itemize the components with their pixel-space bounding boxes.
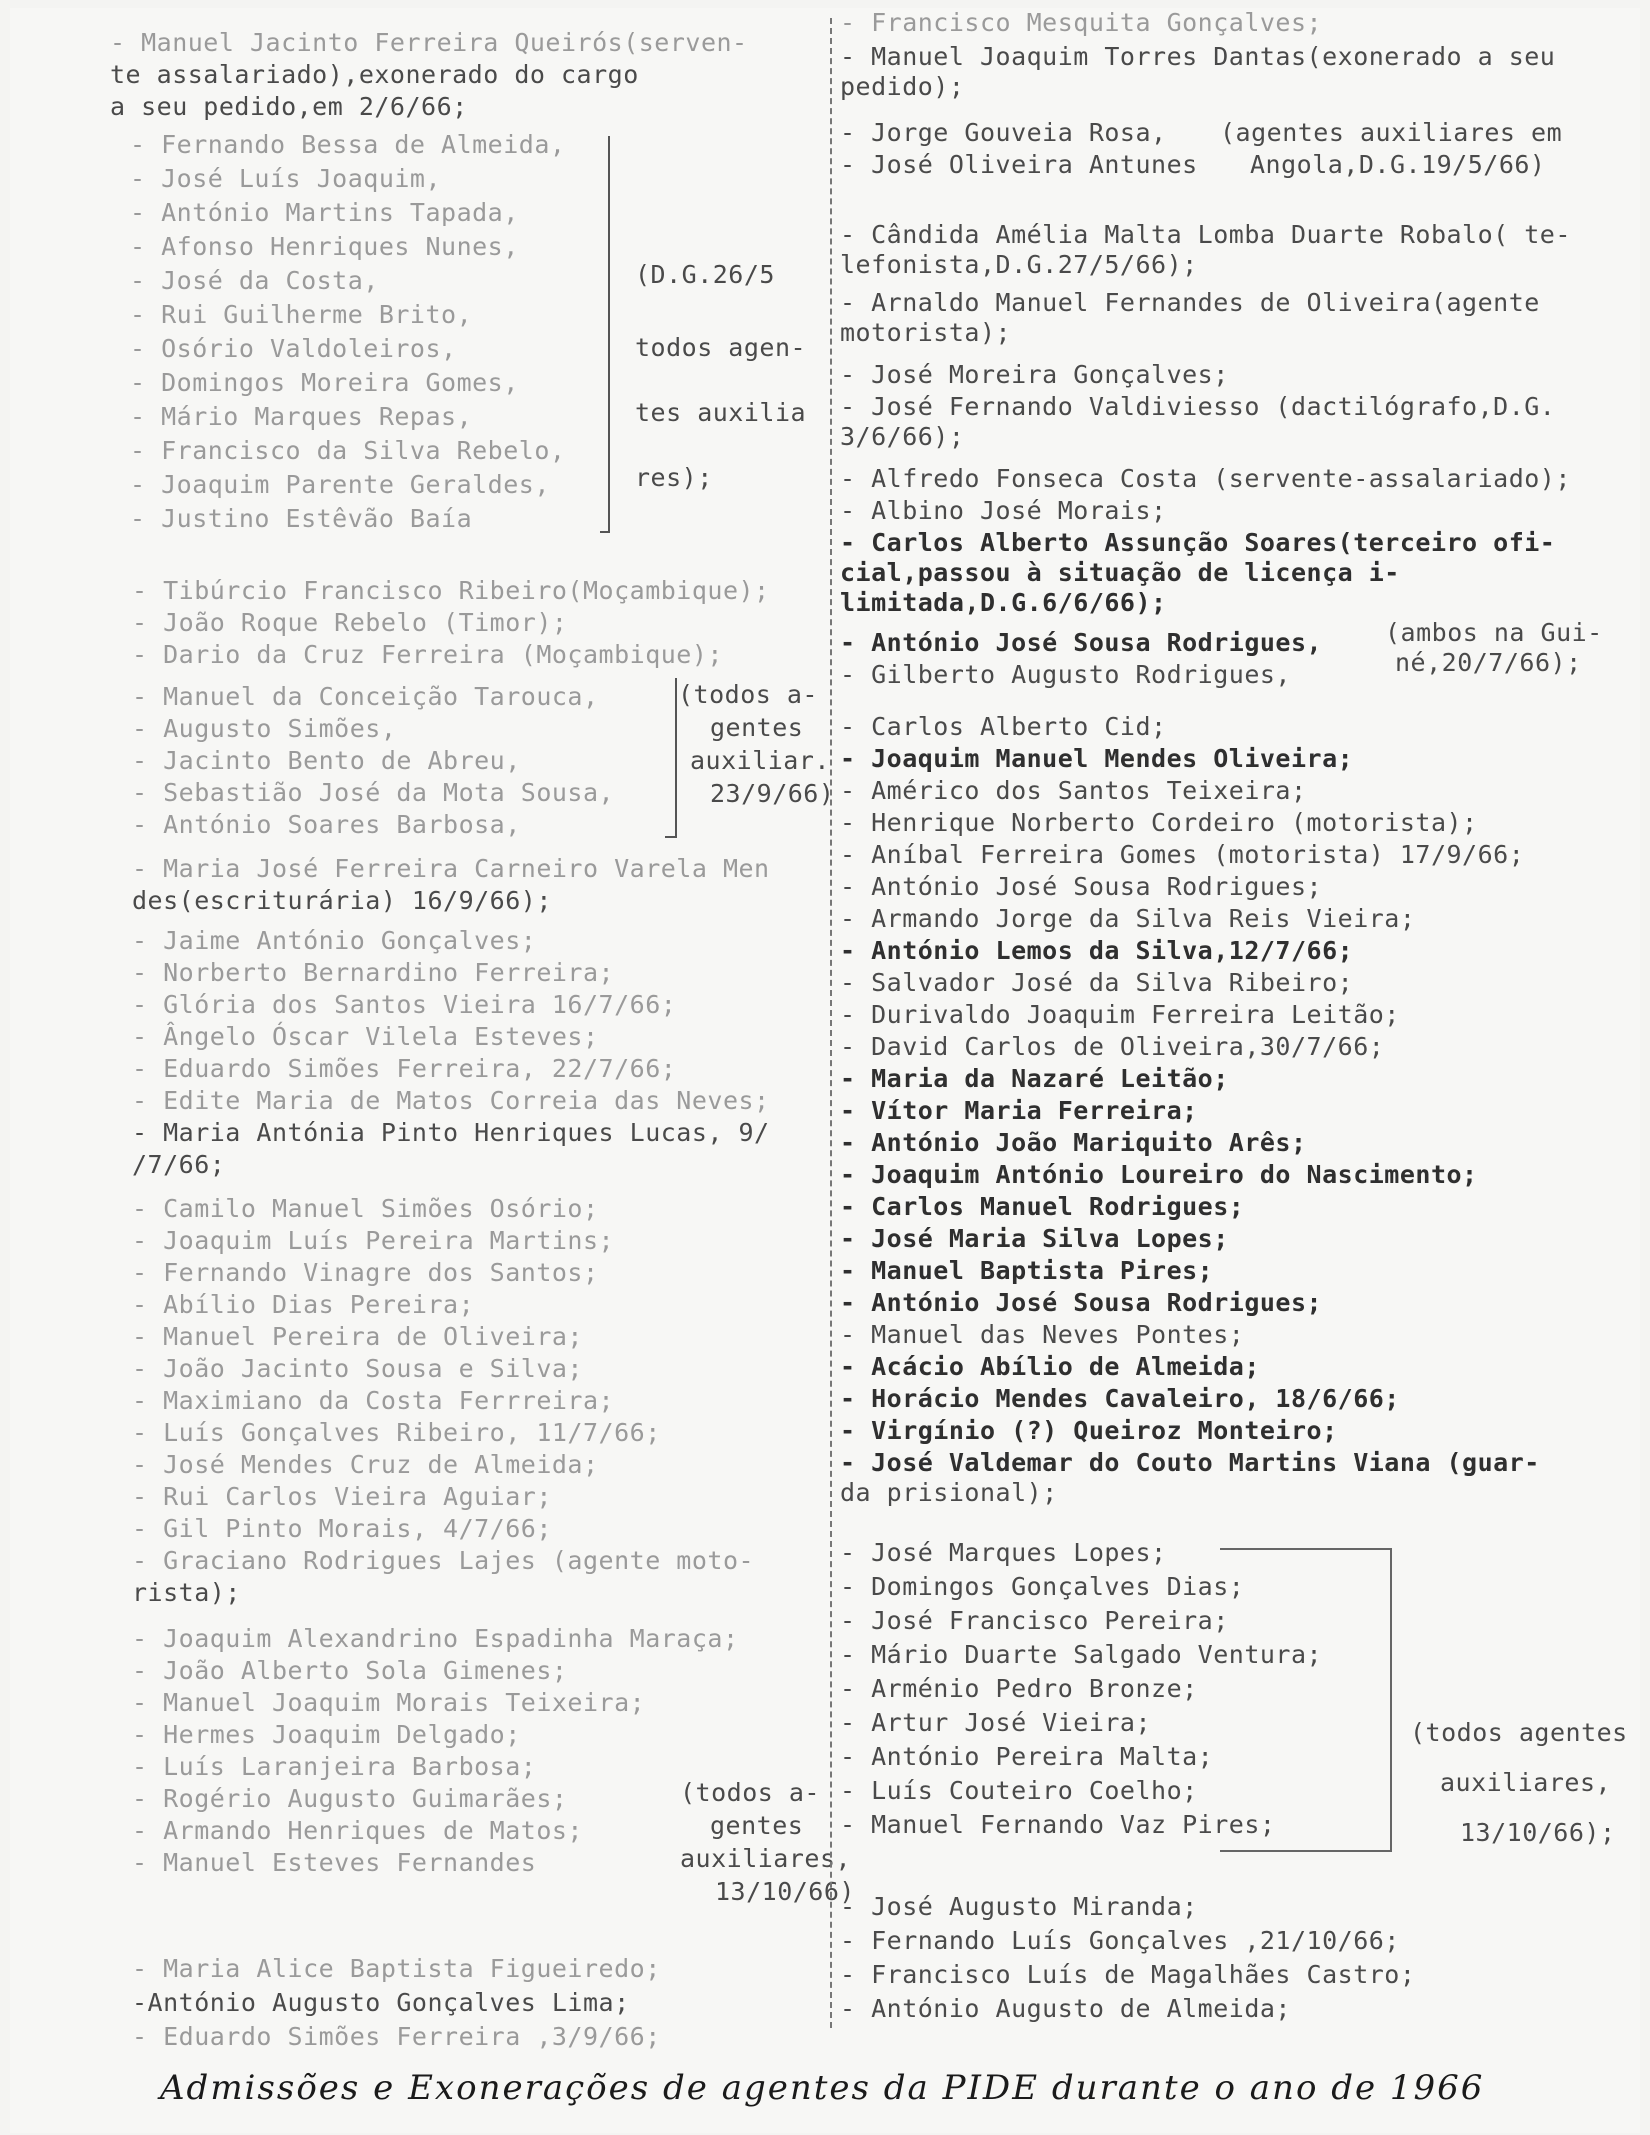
- list-item: - Manuel Baptista Pires;: [840, 1256, 1214, 1285]
- group-note: gentes: [710, 1811, 804, 1840]
- list-item: - José Fernando Valdiviesso (dactilógrafo,D.G.: [840, 392, 1556, 421]
- list-item: - Joaquim Manuel Mendes Oliveira;: [840, 744, 1354, 773]
- list-item: - Jorge Gouveia Rosa,: [840, 118, 1167, 147]
- list-item: - António Soares Barbosa,: [132, 810, 521, 839]
- list-item: - Fernando Vinagre dos Santos;: [132, 1258, 599, 1287]
- list-item: a seu pedido,em 2/6/66;: [110, 92, 468, 121]
- group-note: auxiliares,: [680, 1844, 852, 1873]
- list-item: - Eduardo Simões Ferreira ,3/9/66;: [132, 2022, 661, 2051]
- group-bracket: [1220, 1548, 1392, 1852]
- handwritten-caption: Admissões e Exonerações de agentes da PIDE durante o ano de 1966: [160, 2068, 1485, 2108]
- list-item: - Maria da Nazaré Leitão;: [840, 1064, 1229, 1093]
- list-item: - Gil Pinto Morais, 4/7/66;: [132, 1514, 552, 1543]
- list-item: - Domingos Moreira Gomes,: [130, 368, 519, 397]
- list-item: - António Pereira Malta;: [840, 1742, 1214, 1771]
- list-item: -António Augusto Gonçalves Lima;: [132, 1988, 630, 2017]
- list-item: - Joaquim Alexandrino Espadinha Maraça;: [132, 1624, 739, 1653]
- list-item: - Rui Carlos Vieira Aguiar;: [132, 1482, 552, 1511]
- group-bracket: [600, 136, 610, 533]
- group-note: (todos a-: [680, 1778, 820, 1807]
- list-item: - Cândida Amélia Malta Lomba Duarte Robalo( te-: [840, 220, 1571, 249]
- list-item: - José Oliveira Antunes: [840, 150, 1198, 179]
- group-note: (agentes auxiliares em: [1220, 118, 1563, 147]
- list-item: - Joaquim Parente Geraldes,: [130, 470, 550, 499]
- list-item: cial,passou à situação de licença i-: [840, 558, 1400, 587]
- list-item: - Albino José Morais;: [840, 496, 1167, 525]
- list-item: - Afonso Henriques Nunes,: [130, 232, 519, 261]
- list-item: - Francisco Mesquita Gonçalves;: [840, 8, 1323, 37]
- list-item: - Arménio Pedro Bronze;: [840, 1674, 1198, 1703]
- group-note: Angola,D.G.19/5/66): [1250, 150, 1546, 179]
- list-item: - Eduardo Simões Ferreira, 22/7/66;: [132, 1054, 677, 1083]
- group-note: auxiliar.: [690, 746, 830, 775]
- list-item: - Joaquim António Loureiro do Nascimento;: [840, 1160, 1478, 1189]
- group-note: 23/9/66): [710, 779, 835, 808]
- group-note: (todos agentes: [1410, 1718, 1628, 1747]
- list-item: - José da Costa,: [130, 266, 379, 295]
- list-item: - Hermes Joaquim Delgado;: [132, 1720, 521, 1749]
- list-item: - Dario da Cruz Ferreira (Moçambique);: [132, 640, 723, 669]
- list-item: - José Francisco Pereira;: [840, 1606, 1229, 1635]
- list-item: - Gilberto Augusto Rodrigues,: [840, 660, 1291, 689]
- list-item: - Luís Laranjeira Barbosa;: [132, 1752, 537, 1781]
- list-item: - Glória dos Santos Vieira 16/7/66;: [132, 990, 677, 1019]
- list-item: - Justino Estêvão Baía: [130, 504, 473, 533]
- group-note: 13/10/66);: [1460, 1818, 1616, 1847]
- list-item: te assalariado),exonerado do cargo: [110, 60, 639, 89]
- list-item: - Tibúrcio Francisco Ribeiro(Moçambique);: [132, 576, 770, 605]
- list-item: - António José Sousa Rodrigues,: [840, 628, 1323, 657]
- list-item: lefonista,D.G.27/5/66);: [840, 250, 1198, 279]
- group-note: tes auxilia: [635, 398, 807, 427]
- group-note: né,20/7/66);: [1395, 648, 1582, 677]
- list-item: - António Augusto de Almeida;: [840, 1994, 1291, 2023]
- list-item: - Luís Gonçalves Ribeiro, 11/7/66;: [132, 1418, 661, 1447]
- list-item: limitada,D.G.6/6/66);: [840, 588, 1167, 617]
- list-item: - Abílio Dias Pereira;: [132, 1290, 475, 1319]
- list-item: - Alfredo Fonseca Costa (servente-assalariado);: [840, 464, 1571, 493]
- list-item: - Manuel das Neves Pontes;: [840, 1320, 1245, 1349]
- document-page: [10, 8, 1640, 2133]
- list-item: - José Luís Joaquim,: [130, 164, 442, 193]
- list-item: - Graciano Rodrigues Lajes (agente moto-: [132, 1546, 755, 1575]
- list-item: - José Augusto Miranda;: [840, 1892, 1198, 1921]
- group-note: (todos a-: [678, 680, 818, 709]
- list-item: 3/6/66);: [840, 422, 965, 451]
- list-item: - Armando Jorge da Silva Reis Vieira;: [840, 904, 1416, 933]
- group-note: res);: [635, 463, 713, 492]
- column-separator: [830, 18, 832, 2028]
- list-item: - Edite Maria de Matos Correia das Neves;: [132, 1086, 770, 1115]
- list-item: - João Jacinto Sousa e Silva;: [132, 1354, 583, 1383]
- group-note: (ambos na Gui-: [1385, 618, 1603, 647]
- list-item: - João Alberto Sola Gimenes;: [132, 1656, 568, 1685]
- list-item: - Mário Duarte Salgado Ventura;: [840, 1640, 1323, 1669]
- list-item: - Carlos Alberto Assunção Soares(terceiro ofi-: [840, 528, 1556, 557]
- list-item: - Manuel Esteves Fernandes: [132, 1848, 537, 1877]
- list-item: - José Maria Silva Lopes;: [840, 1224, 1229, 1253]
- list-item: - António Lemos da Silva,12/7/66;: [840, 936, 1354, 965]
- group-note: 13/10/66): [715, 1877, 855, 1906]
- list-item: - Horácio Mendes Cavaleiro, 18/6/66;: [840, 1384, 1400, 1413]
- list-item: - Luís Couteiro Coelho;: [840, 1776, 1198, 1805]
- group-note: auxiliares,: [1440, 1768, 1612, 1797]
- list-item: pedido);: [840, 72, 965, 101]
- list-item: - Acácio Abílio de Almeida;: [840, 1352, 1260, 1381]
- list-item: - Arnaldo Manuel Fernandes de Oliveira(agente: [840, 288, 1540, 317]
- group-note: gentes: [710, 713, 804, 742]
- list-item: - Rogério Augusto Guimarães;: [132, 1784, 568, 1813]
- list-item: - Manuel Jacinto Ferreira Queirós(serven-: [110, 28, 748, 57]
- group-note: todos agen-: [635, 333, 807, 362]
- list-item: - Carlos Manuel Rodrigues;: [840, 1192, 1245, 1221]
- list-item: - Armando Henriques de Matos;: [132, 1816, 583, 1845]
- list-item: motorista);: [840, 318, 1012, 347]
- list-item: - Norberto Bernardino Ferreira;: [132, 958, 615, 987]
- list-item: - Jaime António Gonçalves;: [132, 926, 537, 955]
- list-item: - Manuel Joaquim Morais Teixeira;: [132, 1688, 646, 1717]
- list-item: rista);: [132, 1578, 241, 1607]
- list-item: da prisional);: [840, 1478, 1058, 1507]
- list-item: - Artur José Vieira;: [840, 1708, 1152, 1737]
- list-item: - Durivaldo Joaquim Ferreira Leitão;: [840, 1000, 1400, 1029]
- list-item: - Francisco da Silva Rebelo,: [130, 436, 566, 465]
- list-item: - Maria Antónia Pinto Henriques Lucas, 9/: [132, 1118, 770, 1147]
- list-item: /7/66;: [132, 1150, 226, 1179]
- list-item: - Joaquim Luís Pereira Martins;: [132, 1226, 615, 1255]
- list-item: - Fernando Bessa de Almeida,: [130, 130, 566, 159]
- list-item: - Carlos Alberto Cid;: [840, 712, 1167, 741]
- list-item: - Domingos Gonçalves Dias;: [840, 1572, 1245, 1601]
- list-item: - António Martins Tapada,: [130, 198, 519, 227]
- list-item: - João Roque Rebelo (Timor);: [132, 608, 568, 637]
- list-item: - Maximiano da Costa Ferrreira;: [132, 1386, 615, 1415]
- list-item: - Henrique Norberto Cordeiro (motorista);: [840, 808, 1478, 837]
- list-item: - Maria José Ferreira Carneiro Varela Men: [132, 854, 770, 883]
- list-item: - José Mendes Cruz de Almeida;: [132, 1450, 599, 1479]
- list-item: - José Moreira Gonçalves;: [840, 360, 1229, 389]
- list-item: - Mário Marques Repas,: [130, 402, 473, 431]
- list-item: - José Valdemar do Couto Martins Viana (guar-: [840, 1448, 1540, 1477]
- list-item: - Augusto Simões,: [132, 714, 397, 743]
- list-item: - Camilo Manuel Simões Osório;: [132, 1194, 599, 1223]
- list-item: - Aníbal Ferreira Gomes (motorista) 17/9/66;: [840, 840, 1525, 869]
- list-item: des(escriturária) 16/9/66);: [132, 886, 552, 915]
- list-item: - Salvador José da Silva Ribeiro;: [840, 968, 1354, 997]
- list-item: - António José Sousa Rodrigues;: [840, 872, 1323, 901]
- list-item: - Manuel Fernando Vaz Pires;: [840, 1810, 1276, 1839]
- list-item: - Vítor Maria Ferreira;: [840, 1096, 1198, 1125]
- list-item: - Jacinto Bento de Abreu,: [132, 746, 521, 775]
- list-item: - Sebastião José da Mota Sousa,: [132, 778, 615, 807]
- list-item: - António José Sousa Rodrigues;: [840, 1288, 1323, 1317]
- list-item: - Américo dos Santos Teixeira;: [840, 776, 1307, 805]
- list-item: - José Marques Lopes;: [840, 1538, 1167, 1567]
- list-item: - David Carlos de Oliveira,30/7/66;: [840, 1032, 1385, 1061]
- list-item: - Osório Valdoleiros,: [130, 334, 457, 363]
- list-item: - Virgínio (?) Queiroz Monteiro;: [840, 1416, 1338, 1445]
- list-item: - Manuel da Conceição Tarouca,: [132, 682, 599, 711]
- list-item: - Maria Alice Baptista Figueiredo;: [132, 1954, 661, 1983]
- list-item: - Fernando Luís Gonçalves ,21/10/66;: [840, 1926, 1400, 1955]
- list-item: - Manuel Joaquim Torres Dantas(exonerado a seu: [840, 42, 1556, 71]
- list-item: - Ângelo Óscar Vilela Esteves;: [132, 1022, 599, 1051]
- group-note: (D.G.26/5: [635, 260, 775, 289]
- list-item: - Manuel Pereira de Oliveira;: [132, 1322, 583, 1351]
- list-item: - Francisco Luís de Magalhães Castro;: [840, 1960, 1416, 1989]
- group-bracket: [665, 678, 677, 838]
- list-item: - Rui Guilherme Brito,: [130, 300, 473, 329]
- list-item: - António João Mariquito Arês;: [840, 1128, 1307, 1157]
